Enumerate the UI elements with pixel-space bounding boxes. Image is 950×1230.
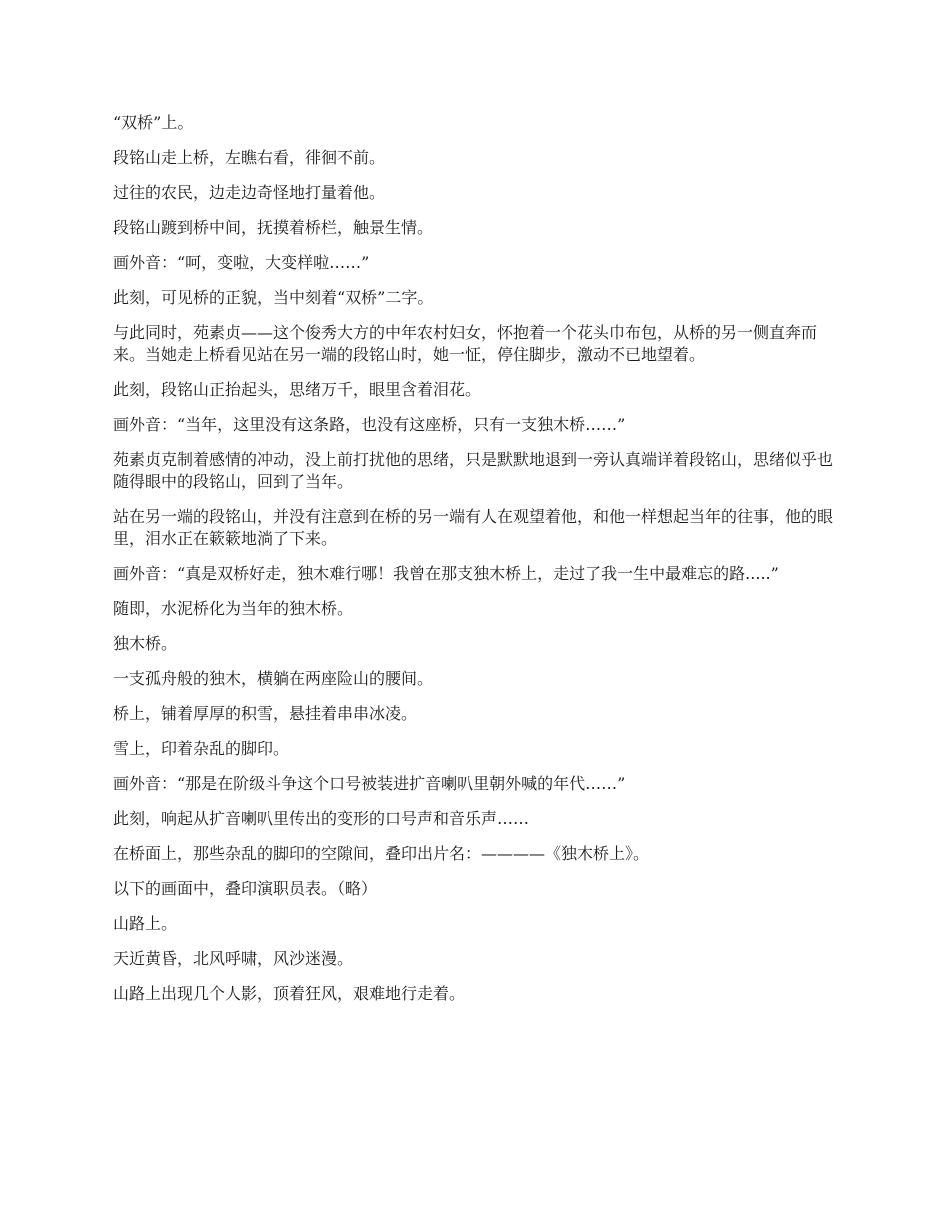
paragraph: “双桥”上。 bbox=[113, 113, 194, 132]
paragraph: 此刻，可见桥的正貌，当中刻着“双桥”二字。 bbox=[113, 288, 434, 307]
paragraph: 天近黄昏，北风呼啸，风沙迷漫。 bbox=[113, 949, 354, 968]
paragraph: 一支孤舟般的独木，横躺在两座险山的腰间。 bbox=[113, 669, 434, 688]
paragraph: 此刻，响起从扩音喇叭里传出的变形的口号声和音乐声…… bbox=[113, 809, 530, 828]
paragraph: 画外音：“呵，变啦，大变样啦……” bbox=[113, 253, 370, 272]
paragraph: 与此同时，苑素贞——这个俊秀大方的中年农村妇女，怀抱着一个花头巾布包，从桥的另一侧直奔而来。当她走上桥看见站在另一端的段铭山时，她一怔，停住脚步，激动不已地望着。 bbox=[113, 323, 818, 364]
paragraph: 山路上。 bbox=[113, 914, 178, 933]
paragraph: 桥上，铺着厚厚的积雪，悬挂着串串冰凌。 bbox=[113, 704, 418, 723]
paragraph: 画外音：“真是双桥好走，独木难行哪！我曾在那支独木桥上，走过了我一生中最难忘的路.....” bbox=[113, 564, 779, 583]
paragraph: 站在另一端的段铭山，并没有注意到在桥的另一端有人在观望着他，和他一样想起当年的往事，他的眼里，泪水正在簌簌地淌了下来。 bbox=[113, 507, 834, 548]
paragraph: 段铭山走上桥，左瞧右看，徘徊不前。 bbox=[113, 148, 386, 167]
paragraph: 段铭山踱到桥中间，抚摸着桥栏，触景生情。 bbox=[113, 218, 434, 237]
paragraph: 雪上，印着杂乱的脚印。 bbox=[113, 739, 290, 758]
paragraph: 以下的画面中，叠印演职员表。（略） bbox=[113, 879, 378, 898]
paragraph: 独木桥。 bbox=[113, 634, 178, 653]
paragraph: 画外音：“当年，这里没有这条路，也没有这座桥，只有一支独木桥……” bbox=[113, 415, 626, 434]
paragraph: 此刻，段铭山正抬起头，思绪万千，眼里含着泪花。 bbox=[113, 380, 482, 399]
paragraph: 苑素贞克制着感情的冲动，没上前打扰他的思绪，只是默默地退到一旁认真端详着段铭山，思绪似乎也随得眼中的段铭山，回到了当年。 bbox=[113, 450, 834, 491]
document-body bbox=[113, 112, 839, 1018]
paragraph: 过往的农民，边走边奇怪地打量着他。 bbox=[113, 183, 386, 202]
paragraph: 随即，水泥桥化为当年的独木桥。 bbox=[113, 599, 354, 618]
paragraph: 画外音：“那是在阶级斗争这个口号被装进扩音喇叭里朝外喊的年代……” bbox=[113, 774, 626, 793]
paragraph: 山路上出现几个人影，顶着狂风，艰难地行走着。 bbox=[113, 984, 466, 1003]
paragraph: 在桥面上，那些杂乱的脚印的空隙间，叠印出片名：————《独木桥上》。 bbox=[113, 844, 650, 863]
